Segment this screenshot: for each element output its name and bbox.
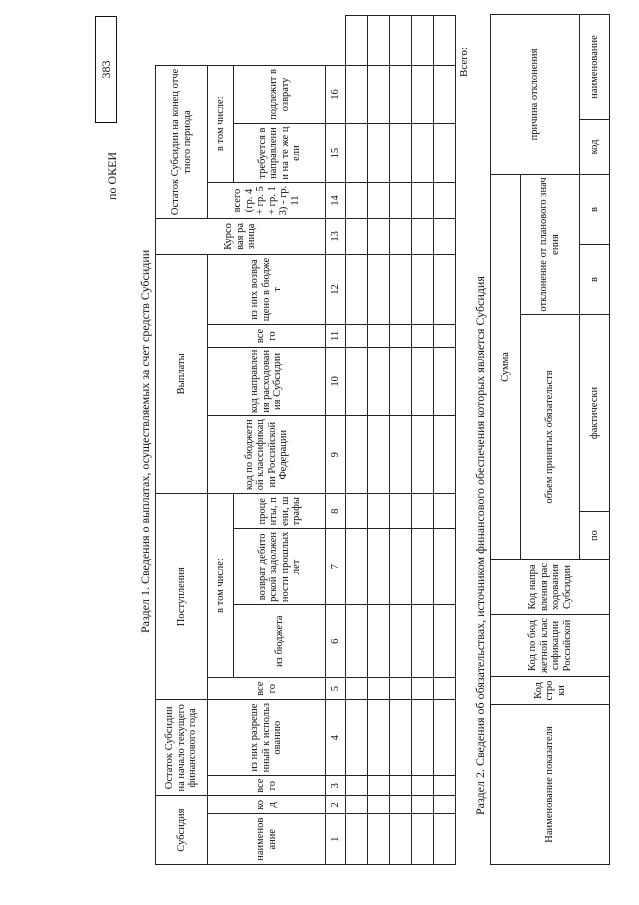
- colnum: 13: [326, 219, 346, 254]
- section2-table: [490, 14, 610, 865]
- blank-right: [156, 16, 346, 66]
- colnum: 6: [326, 605, 346, 678]
- s2-hdr-dev-a: в: [579, 245, 609, 315]
- s2-hdr-deviation: отклонение от планового значения: [521, 174, 579, 314]
- section1-total-label: Всего:: [458, 46, 470, 77]
- colnum: 2: [326, 796, 346, 814]
- hdr-payments: Выплаты: [156, 254, 208, 494]
- colnum: 1: [326, 814, 346, 865]
- colnum: 7: [326, 529, 346, 605]
- section1-title: Раздел 1. Сведения о выплатах, осуществляемых за счет средств Субсидии: [138, 249, 152, 633]
- s2-hdr-actual: фактически: [579, 315, 609, 512]
- table-row: [368, 16, 390, 865]
- hdr-balance-end: Остаток Субсидии на конец отчетного периода: [156, 65, 208, 219]
- colnum: 9: [326, 416, 346, 494]
- hdr-end-incl: в том числе:: [208, 65, 234, 182]
- okei-label: по ОКЕИ: [105, 151, 119, 200]
- hdr-code: код: [208, 796, 326, 814]
- section1-table: [155, 15, 456, 865]
- colnum: 8: [326, 494, 346, 529]
- hdr-balance-start: Остаток Субсидии на начало текущего финансового года: [156, 700, 208, 796]
- okei-code-box: 383: [95, 16, 117, 123]
- colnum: 16: [326, 65, 346, 124]
- colnum: 5: [326, 678, 346, 700]
- s2-hdr-indicator: Наименование показателя: [491, 705, 610, 865]
- hdr-returned-budget: из них возвращено в бюджет: [208, 254, 326, 325]
- s2-hdr-reason-code: код: [579, 119, 609, 174]
- colnum: 14: [326, 182, 346, 218]
- s2-hdr-volume: объем принятых обязательств: [521, 315, 579, 560]
- hdr-direction-code: код направления расходования Субсидии: [208, 347, 326, 416]
- s2-hdr-reason: причина отклонения: [491, 14, 580, 174]
- table-row: [346, 16, 368, 865]
- hdr-name: наименование: [208, 814, 326, 865]
- hdr-start-allowed: из них разрешенный к использованию: [208, 700, 326, 776]
- hdr-end-total: всего (гр. 4 + гр. 5 + гр. 13) - гр. 11: [208, 182, 326, 218]
- colnum: 3: [326, 776, 346, 796]
- colnum: 12: [326, 254, 346, 325]
- hdr-from-budget: из бюджета: [234, 605, 326, 678]
- s2-hdr-sum: Сумма: [491, 174, 521, 559]
- s2-hdr-row-code: Код строки: [491, 677, 610, 705]
- colnum: 11: [326, 325, 346, 347]
- hdr-kbk: код по бюджетной классификации Российской Федерации: [208, 416, 326, 494]
- table-row: [412, 16, 434, 865]
- colnum: 4: [326, 700, 346, 776]
- colnum: 10: [326, 347, 346, 416]
- hdr-exchange-diff: Курсовая разница: [156, 219, 326, 254]
- hdr-receipts: Поступления: [156, 494, 208, 700]
- hdr-rec-total: всего: [208, 678, 326, 700]
- hdr-interest: проценты, пени, штрафы: [234, 494, 326, 529]
- s2-hdr-reason-name: наименование: [579, 14, 609, 119]
- hdr-rec-incl: в том числе:: [208, 494, 234, 678]
- hdr-required: требуется в направлении на те же цели: [234, 124, 326, 183]
- section2-title: Раздел 2. Сведения об обязательствах, источником финансового обеспечения которых является Субсидия: [473, 276, 487, 815]
- hdr-to-return: подлежит возврату: [234, 65, 326, 124]
- colnum: 15: [326, 124, 346, 183]
- s2-hdr-dev-b: в: [579, 174, 609, 244]
- s2-hdr-kbk: Код по бюджетной классификации Российской: [491, 615, 610, 677]
- table-row: [390, 16, 412, 865]
- hdr-subsidy: Субсидия: [156, 796, 208, 865]
- hdr-pay-total: всего: [208, 325, 326, 347]
- s2-hdr-plan: по: [579, 512, 609, 560]
- hdr-start-total: всего: [208, 776, 326, 796]
- hdr-debt-return: возврат дебиторской задолженности прошлых лет: [234, 529, 326, 605]
- s2-hdr-direction: Код направления расходования Субсидии: [491, 560, 610, 615]
- table-row: [434, 16, 456, 865]
